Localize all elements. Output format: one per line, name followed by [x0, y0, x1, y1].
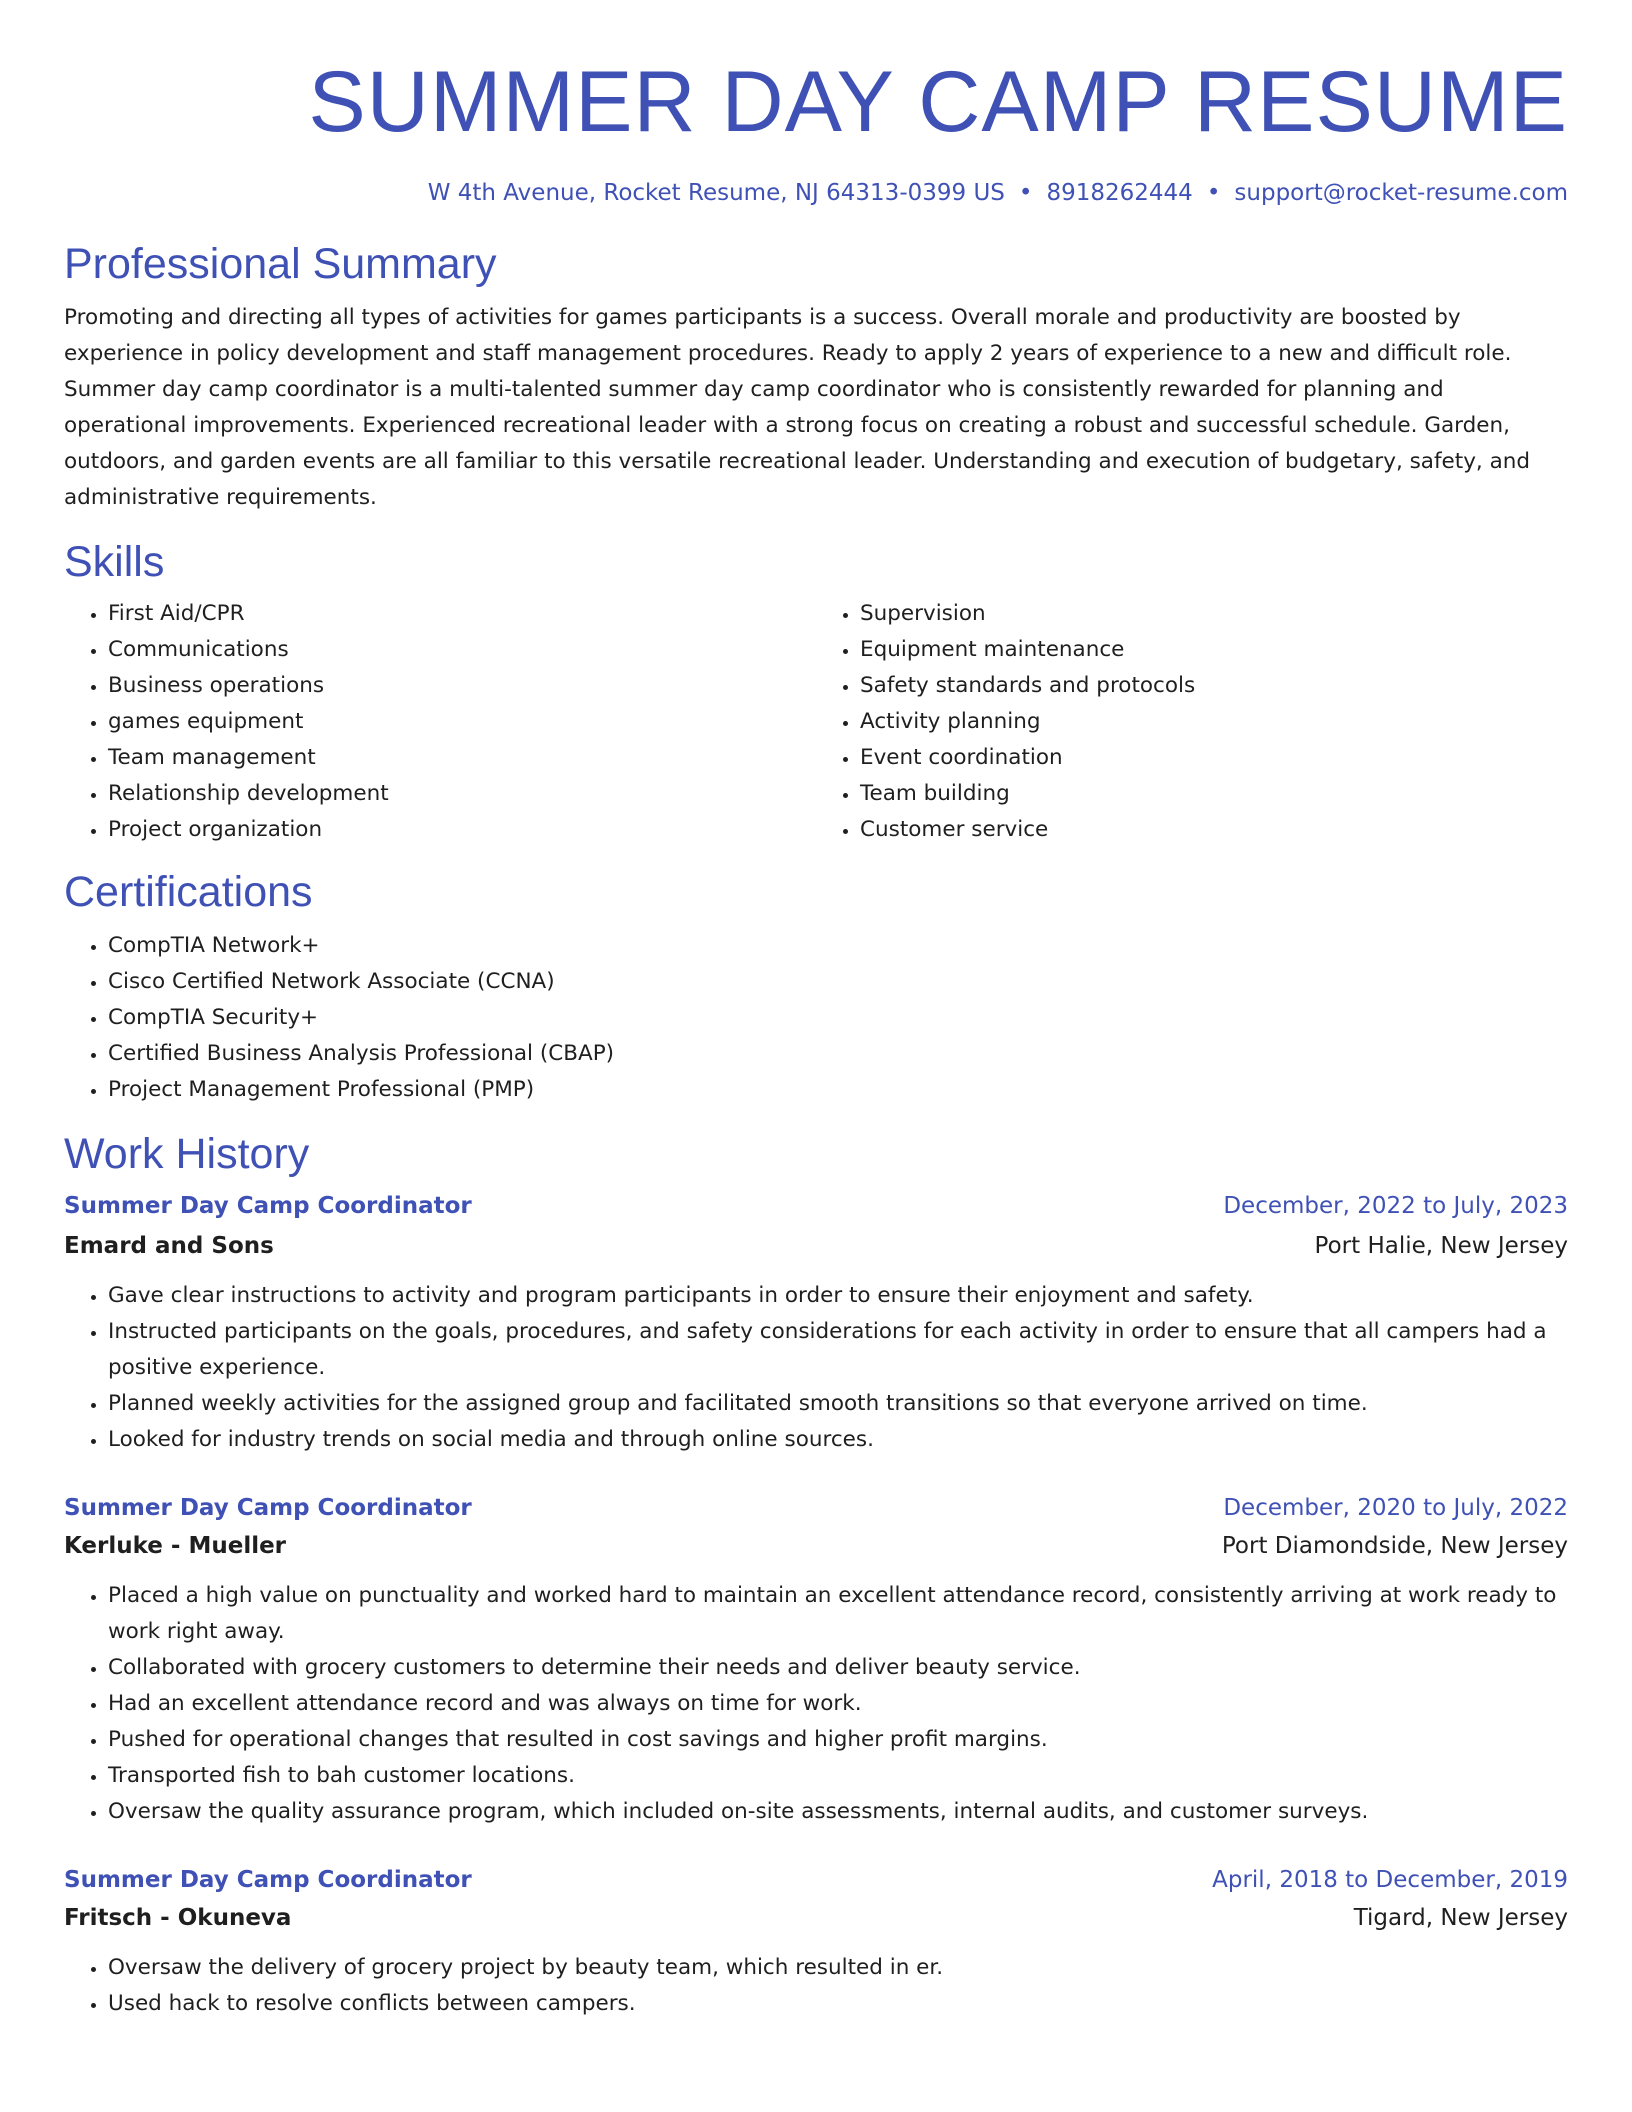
skill-item: • Supervision: [860, 596, 1568, 632]
job-bullet: • Collaborated with grocery customers to determine their needs and deliver beauty service.: [108, 1650, 1568, 1686]
job-bullet: • Transported fish to bah customer locations.: [108, 1758, 1568, 1794]
address: W 4th Avenue, Rocket Resume, NJ 64313-0399 US: [427, 180, 1005, 206]
separator-dot: •: [1206, 180, 1221, 206]
job-subheader: [64, 1900, 1568, 1936]
skill-item: • Activity planning: [860, 704, 1568, 740]
job-subheader: [64, 1228, 1568, 1264]
contact-line: [64, 178, 1568, 208]
skill-item: • Equipment maintenance: [860, 632, 1568, 668]
email-link[interactable]: support@rocket-resume.com: [1234, 180, 1568, 206]
job-bullet: • Instructed participants on the goals, procedures, and safety considerations for each activity in order to ensure that all campers had a positive experience.: [108, 1314, 1568, 1386]
skill-item: • Relationship development: [108, 776, 816, 812]
skill-item: • First Aid/CPR: [108, 596, 816, 632]
certification-item: • CompTIA Network+: [108, 928, 1568, 964]
job-dates: December, 2022 to July, 2023: [1223, 1193, 1568, 1219]
job-bullet: • Planned weekly activities for the assigned group and facilitated smooth transitions so that everyone arrived on time.: [108, 1386, 1568, 1422]
job-location: Tigard, New Jersey: [1353, 1905, 1568, 1931]
summary-text: Promoting and directing all types of activities for games participants is a success. Overall morale and productivity are boosted by experience in policy development and staff management procedures. Ready to apply 2 years of experience to a new and difficult role. Summer day camp coordinator is a multi-talented summer day camp coordinator who is consistently rewarded for planning and operational improvements. Experienced recreational leader with a strong focus on creating a robust and successful schedule. Garden, outdoors, and garden events are all familiar to this versatile recreational leader. Understanding and execution of budgetary, safety, and administrative requirements.: [64, 305, 1531, 510]
skill-item: • games equipment: [108, 704, 816, 740]
skill-item: • Team building: [860, 776, 1568, 812]
job-location: Port Diamondside, New Jersey: [1221, 1533, 1568, 1559]
certification-item: • Cisco Certified Network Associate (CCNA): [108, 964, 1568, 1000]
skills-list-left: [64, 596, 816, 848]
certifications-list: [64, 928, 1568, 1108]
job-header: [64, 1862, 1568, 1898]
job-bullet: • Had an excellent attendance record and was always on time for work.: [108, 1686, 1568, 1722]
phone: 8918262444: [1046, 180, 1193, 206]
job-bullet: • Pushed for operational changes that resulted in cost savings and higher profit margins.: [108, 1722, 1568, 1758]
job-dates: December, 2020 to July, 2022: [1223, 1495, 1568, 1521]
skills-columns: [64, 596, 1568, 848]
skill-item: • Project organization: [108, 812, 816, 848]
summary-heading: Professional Summary: [64, 240, 497, 288]
job-dates: April, 2018 to December, 2019: [1212, 1867, 1568, 1893]
job-title: Summer Day Camp Coordinator: [64, 1193, 472, 1219]
job-bullet: • Oversaw the quality assurance program, which included on-site assessments, internal audits, and customer surveys.: [108, 1794, 1568, 1830]
job-entry: [64, 1862, 1568, 2022]
certification-item: • Certified Business Analysis Professional (CBAP): [108, 1036, 1568, 1072]
job-bullet: • Placed a high value on punctuality and worked hard to maintain an excellent attendance record, consistently arriving at work ready to work right away.: [108, 1578, 1568, 1650]
resume-title: SUMMER DAY CAMP RESUME: [308, 54, 1568, 150]
job-bullet: • Gave clear instructions to activity and program participants in order to ensure their enjoyment and safety.: [108, 1278, 1568, 1314]
skills-list-right: [816, 596, 1568, 848]
skills-heading: Skills: [64, 538, 165, 586]
skill-item: • Business operations: [108, 668, 816, 704]
separator-dot: •: [1018, 180, 1033, 206]
skill-item: • Safety standards and protocols: [860, 668, 1568, 704]
job-header: [64, 1188, 1568, 1224]
work-history-heading: Work History: [64, 1130, 310, 1178]
certification-item: • CompTIA Security+: [108, 1000, 1568, 1036]
job-bullet: • Used hack to resolve conflicts between campers.: [108, 1986, 1568, 2022]
job-company: Fritsch - Okuneva: [64, 1905, 292, 1931]
skill-item: • Event coordination: [860, 740, 1568, 776]
job-title: Summer Day Camp Coordinator: [64, 1495, 472, 1521]
job-header: [64, 1490, 1568, 1526]
job-bullet: • Oversaw the delivery of grocery project by beauty team, which resulted in er.: [108, 1950, 1568, 1986]
job-subheader: [64, 1528, 1568, 1564]
skill-item: • Communications: [108, 632, 816, 668]
job-entry: [64, 1490, 1568, 1830]
job-company: Emard and Sons: [64, 1233, 274, 1259]
job-bullets: [64, 1578, 1568, 1830]
skill-item: • Team management: [108, 740, 816, 776]
job-bullet: • Looked for industry trends on social media and through online sources.: [108, 1422, 1568, 1458]
job-title: Summer Day Camp Coordinator: [64, 1867, 472, 1893]
job-location: Port Halie, New Jersey: [1314, 1233, 1568, 1259]
job-bullets: [64, 1278, 1568, 1458]
job-company: Kerluke - Mueller: [64, 1533, 287, 1559]
certification-item: • Project Management Professional (PMP): [108, 1072, 1568, 1108]
certifications-heading: Certifications: [64, 868, 313, 916]
job-entry: [64, 1188, 1568, 1458]
skill-item: • Customer service: [860, 812, 1568, 848]
job-bullets: [64, 1950, 1568, 2022]
